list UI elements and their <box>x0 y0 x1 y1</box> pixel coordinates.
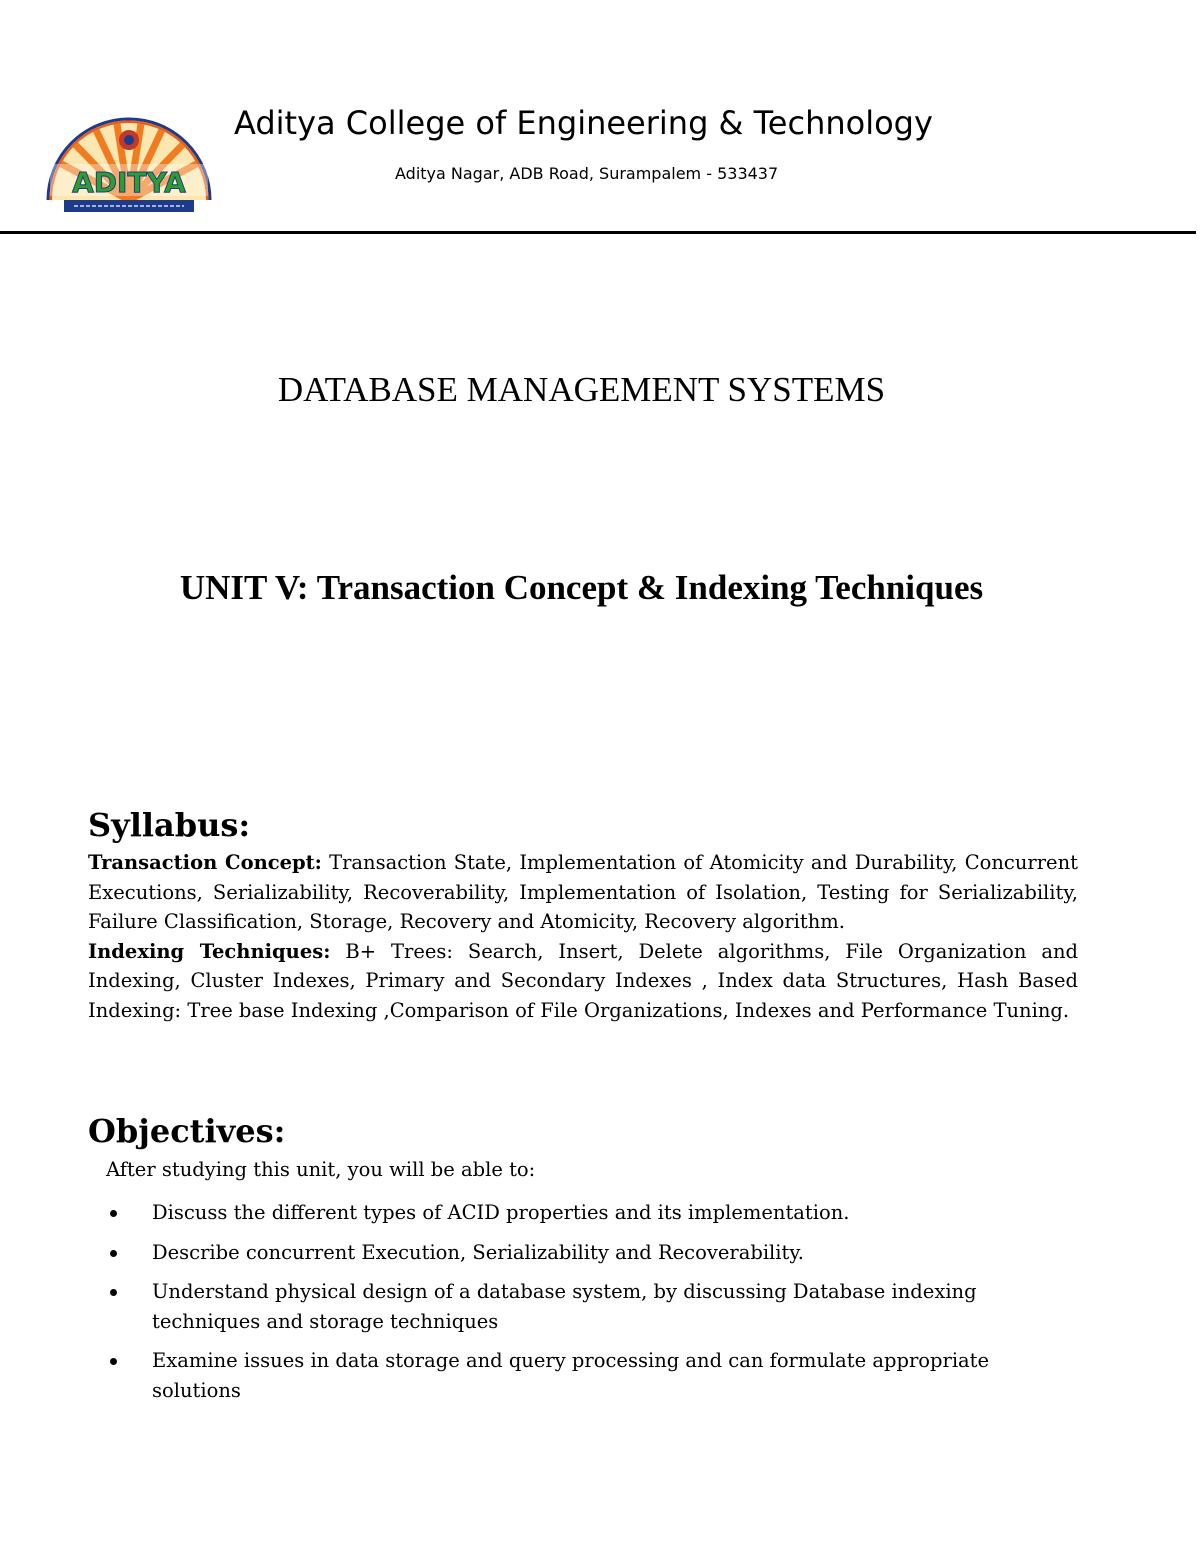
syllabus-transaction-paragraph <box>88 848 1078 937</box>
syllabus-indexing-paragraph <box>88 937 1078 1026</box>
syllabus-heading: Syllabus: <box>88 806 251 844</box>
list-item <box>106 1277 1066 1336</box>
objective-text: Describe concurrent Execution, Serializability and Recoverability. <box>152 1240 804 1264</box>
transaction-concept-label: Transaction Concept: <box>88 851 322 874</box>
college-name: Aditya College of Engineering & Technology <box>234 104 933 142</box>
logo-text: ADITYA <box>72 166 186 199</box>
list-item <box>106 1198 1066 1228</box>
unit-title: UNIT V: Transaction Concept & Indexing Techniques <box>179 568 984 607</box>
objective-text: Discuss the different types of ACID properties and its implementation. <box>152 1201 850 1224</box>
bullet-icon <box>110 1358 117 1365</box>
college-logo <box>44 100 214 218</box>
syllabus-body <box>88 848 1078 1025</box>
indexing-techniques-label: Indexing Techniques: <box>88 939 331 963</box>
objectives-list <box>106 1198 1066 1415</box>
objectives-heading: Objectives: <box>88 1112 286 1150</box>
indexing-techniques-text: B+ Trees: Search, Insert, Delete algorithms, File Organization and Indexing, Cluster Indexes, Primary and Secondary Indexes , Index data Structures, Hash Based Indexing: Tree base Indexing ,Comparison of File Organizations, Indexes and Performance Tuning. <box>88 939 1079 1022</box>
objective-text: Understand physical design of a database system, by discussing Database indexing techniques and storage techniques <box>152 1280 977 1333</box>
transaction-concept-text: Transaction State, Implementation of Atomicity and Durability, Concurrent Executions, Serializability, Recoverability, Implementation of Isolation, Testing for Serializability, Failure Classification, Storage, Recovery and Atomicity, Recovery algorithm. <box>88 851 1078 933</box>
bullet-icon <box>110 1289 117 1296</box>
bullet-icon <box>110 1210 117 1217</box>
list-item <box>106 1346 1066 1405</box>
list-item <box>106 1238 1066 1268</box>
college-address: Aditya Nagar, ADB Road, Surampalem - 533437 <box>395 164 779 183</box>
objectives-intro: After studying this unit, you will be able to: <box>106 1158 536 1181</box>
document-title: DATABASE MANAGEMENT SYSTEMS <box>277 370 886 409</box>
letterhead <box>0 0 1200 240</box>
objective-text: Examine issues in data storage and query processing and can formulate appropriate solutions <box>152 1349 990 1402</box>
header-divider <box>0 231 1196 234</box>
bullet-icon <box>110 1250 117 1257</box>
